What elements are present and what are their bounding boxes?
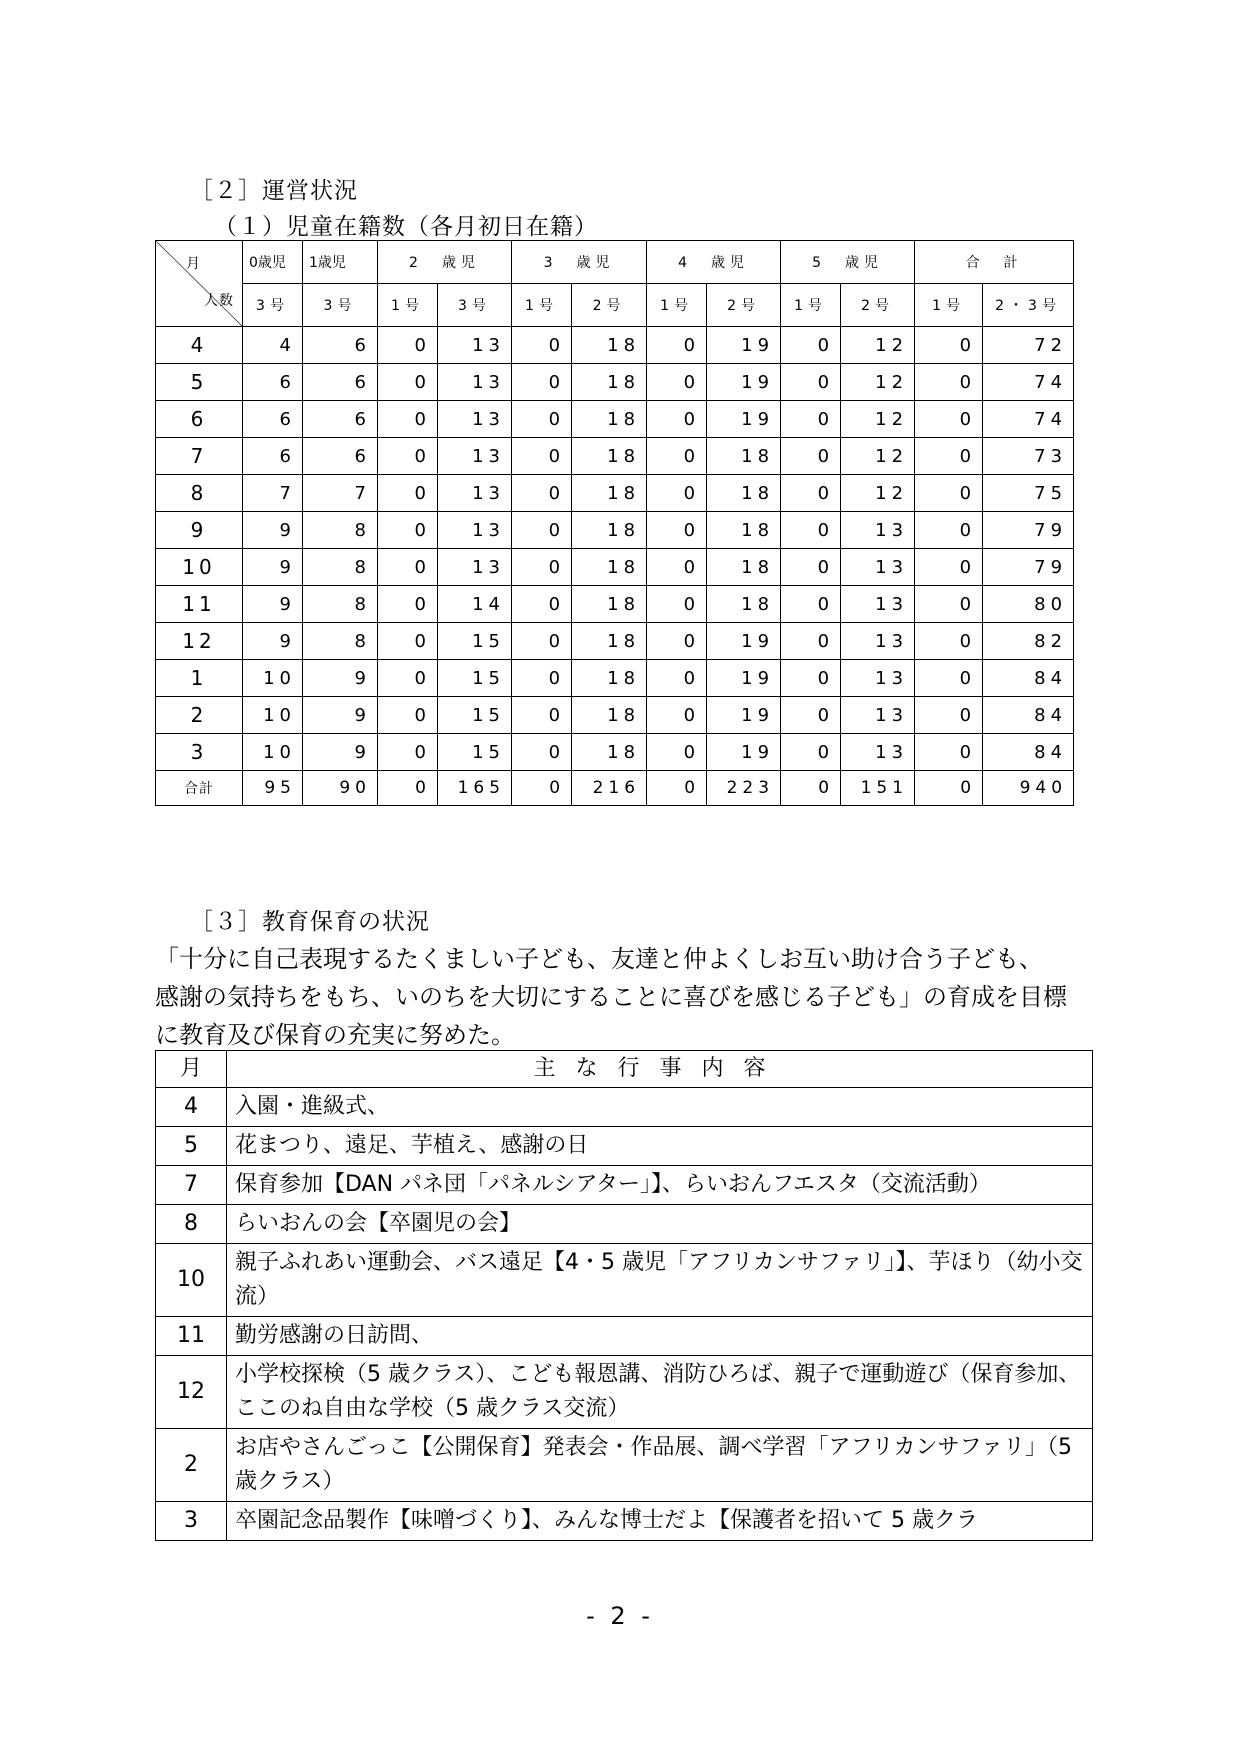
- enrollment-row: [156, 586, 1074, 623]
- count-cell: 12: [841, 401, 915, 438]
- subheader-cell: 3号: [243, 284, 303, 327]
- count-cell: 12: [841, 327, 915, 364]
- count-cell: 0: [512, 586, 572, 623]
- count-cell: 18: [572, 401, 647, 438]
- count-cell: 13: [438, 327, 512, 364]
- count-cell: 8: [303, 623, 378, 660]
- count-cell: 0: [512, 438, 572, 475]
- count-cell: 0: [647, 327, 707, 364]
- event-content-cell: 小学校探検（5 歳クラス）、こども報恩講、消防ひろば、親子で運動遊び（保育参加、ここのね自由な学校（5 歳クラス交流）: [227, 1356, 1093, 1429]
- event-row: [156, 1356, 1093, 1429]
- count-cell: 12: [841, 438, 915, 475]
- event-row: [156, 1088, 1093, 1127]
- count-cell: 0: [512, 401, 572, 438]
- total-cell: 940: [983, 771, 1074, 806]
- enrollment-row: [156, 475, 1074, 512]
- month-cell: 12: [156, 623, 243, 660]
- month-cell: 5: [156, 364, 243, 401]
- month-cell: 3: [156, 734, 243, 771]
- section-heading-education: ［３］教育保育の状況: [190, 909, 430, 935]
- count-cell: 9: [303, 697, 378, 734]
- group-header: 0歳児: [243, 241, 303, 284]
- count-cell: 18: [572, 327, 647, 364]
- count-cell: 6: [303, 438, 378, 475]
- enrollment-row: [156, 438, 1074, 475]
- event-row: [156, 1205, 1093, 1244]
- month-cell: 6: [156, 401, 243, 438]
- count-cell: 19: [707, 401, 781, 438]
- subheader-cell: 1号: [512, 284, 572, 327]
- education-goal-paragraph: 「十分に自己表現するたくましい子ども、友達と仲よくしお互い助け合う子ども、 感謝の気持ちをもち、いのちを大切にすることに喜びを感じる子ども」の育成を目標 に教育及び保育の充実に努めた。: [155, 945, 1067, 1049]
- count-cell: 0: [915, 660, 983, 697]
- count-cell: 6: [303, 401, 378, 438]
- events-header-row: [156, 1051, 1093, 1088]
- events-header-month: 月: [156, 1051, 227, 1088]
- count-cell: 18: [572, 438, 647, 475]
- count-cell: 9: [243, 549, 303, 586]
- count-cell: 18: [572, 623, 647, 660]
- count-cell: 19: [707, 327, 781, 364]
- subheader-cell: 3号: [438, 284, 512, 327]
- count-cell: 6: [243, 364, 303, 401]
- total-cell: 216: [572, 771, 647, 806]
- corner-header-cell: [156, 241, 243, 327]
- count-cell: 6: [243, 438, 303, 475]
- count-cell: 0: [378, 364, 438, 401]
- enrollment-group-header-row: [156, 241, 1074, 284]
- count-cell: 18: [572, 697, 647, 734]
- count-cell: 19: [707, 734, 781, 771]
- count-cell: 0: [647, 438, 707, 475]
- event-month-cell: 5: [156, 1127, 227, 1166]
- count-cell: 0: [378, 401, 438, 438]
- count-cell: 13: [438, 364, 512, 401]
- subheader-cell: 2・3号: [983, 284, 1074, 327]
- event-row: [156, 1244, 1093, 1317]
- count-cell: 0: [378, 623, 438, 660]
- count-cell: 0: [647, 364, 707, 401]
- count-cell: 0: [378, 586, 438, 623]
- subheader-cell: 1号: [378, 284, 438, 327]
- count-cell: 8: [303, 512, 378, 549]
- count-cell: 82: [983, 623, 1074, 660]
- event-content-cell: 勤労感謝の日訪問、: [227, 1317, 1093, 1356]
- enrollment-total-row: [156, 771, 1074, 806]
- count-cell: 13: [438, 475, 512, 512]
- count-cell: 13: [438, 438, 512, 475]
- event-content-cell: 花まつり、遠足、芋植え、感謝の日: [227, 1127, 1093, 1166]
- count-cell: 13: [438, 401, 512, 438]
- event-content-cell: 卒園記念品製作【味噌づくり】、みんな博士だよ【保護者を招いて 5 歳クラ: [227, 1502, 1093, 1541]
- subheading-enrollment: （１）児童在籍数（各月初日在籍）: [214, 214, 598, 240]
- count-cell: 18: [707, 512, 781, 549]
- event-row: [156, 1502, 1093, 1541]
- count-cell: 18: [572, 660, 647, 697]
- total-cell: 151: [841, 771, 915, 806]
- event-content-cell: らいおんの会【卒園児の会】: [227, 1205, 1093, 1244]
- count-cell: 9: [303, 734, 378, 771]
- subheader-cell: 2号: [572, 284, 647, 327]
- month-cell: 10: [156, 549, 243, 586]
- count-cell: 10: [243, 734, 303, 771]
- count-cell: 0: [647, 586, 707, 623]
- count-cell: 0: [378, 660, 438, 697]
- count-cell: 0: [781, 586, 841, 623]
- month-cell: 7: [156, 438, 243, 475]
- subheader-cell: 2号: [707, 284, 781, 327]
- count-cell: 0: [512, 364, 572, 401]
- count-cell: 19: [707, 697, 781, 734]
- subheader-cell: 3号: [303, 284, 378, 327]
- section-heading-operations: ［２］運営状況: [190, 178, 358, 204]
- count-cell: 0: [378, 734, 438, 771]
- count-cell: 0: [647, 734, 707, 771]
- month-cell: 2: [156, 697, 243, 734]
- subheader-cell: 1号: [781, 284, 841, 327]
- count-cell: 13: [841, 512, 915, 549]
- count-cell: 13: [841, 549, 915, 586]
- count-cell: 0: [378, 549, 438, 586]
- subheader-cell: 1号: [915, 284, 983, 327]
- total-cell: 0: [915, 771, 983, 806]
- enrollment-row: [156, 364, 1074, 401]
- group-header: 合 計: [915, 241, 1074, 284]
- event-month-cell: 4: [156, 1088, 227, 1127]
- count-cell: 10: [243, 660, 303, 697]
- count-cell: 0: [915, 586, 983, 623]
- month-cell: 8: [156, 475, 243, 512]
- count-cell: 13: [841, 660, 915, 697]
- count-cell: 0: [647, 660, 707, 697]
- subheader-cell: 2号: [841, 284, 915, 327]
- event-content-cell: 親子ふれあい運動会、バス遠足【4・5 歳児「アフリカンサファリ」】、芋ほり（幼小交流）: [227, 1244, 1093, 1317]
- count-cell: 72: [983, 327, 1074, 364]
- group-header: 4 歳児: [647, 241, 781, 284]
- event-row: [156, 1317, 1093, 1356]
- count-cell: 79: [983, 512, 1074, 549]
- count-cell: 0: [781, 327, 841, 364]
- enrollment-row: [156, 623, 1074, 660]
- count-cell: 18: [572, 475, 647, 512]
- count-cell: 15: [438, 660, 512, 697]
- count-cell: 9: [243, 586, 303, 623]
- enrollment-subheader-row: [156, 284, 1074, 327]
- group-header: 2 歳児: [378, 241, 512, 284]
- count-cell: 18: [572, 586, 647, 623]
- count-cell: 0: [378, 512, 438, 549]
- count-cell: 0: [512, 549, 572, 586]
- month-cell: 1: [156, 660, 243, 697]
- total-cell: 165: [438, 771, 512, 806]
- count-cell: 0: [512, 697, 572, 734]
- count-cell: 19: [707, 660, 781, 697]
- enrollment-row: [156, 734, 1074, 771]
- count-cell: 0: [378, 438, 438, 475]
- enrollment-row: [156, 549, 1074, 586]
- total-label: 合計: [156, 771, 243, 806]
- event-content-cell: 保育参加【DAN パネ団「パネルシアター」】、らいおんフエスタ（交流活動）: [227, 1166, 1093, 1205]
- total-cell: 95: [243, 771, 303, 806]
- count-cell: 14: [438, 586, 512, 623]
- count-cell: 13: [841, 586, 915, 623]
- corner-count-label: 人数: [204, 293, 234, 309]
- events-table: [155, 1050, 1093, 1541]
- event-content-cell: 入園・進級式、: [227, 1088, 1093, 1127]
- enrollment-row: [156, 697, 1074, 734]
- event-month-cell: 3: [156, 1502, 227, 1541]
- count-cell: 0: [378, 475, 438, 512]
- count-cell: 0: [512, 734, 572, 771]
- count-cell: 7: [243, 475, 303, 512]
- count-cell: 80: [983, 586, 1074, 623]
- events-header-content: 主な行事内容: [227, 1051, 1093, 1088]
- total-cell: 0: [781, 771, 841, 806]
- count-cell: 0: [647, 475, 707, 512]
- subheader-cell: 1号: [647, 284, 707, 327]
- count-cell: 0: [781, 549, 841, 586]
- count-cell: 13: [841, 623, 915, 660]
- enrollment-row: [156, 512, 1074, 549]
- count-cell: 0: [647, 549, 707, 586]
- group-header: 1歳児: [303, 241, 378, 284]
- count-cell: 4: [243, 327, 303, 364]
- count-cell: 12: [841, 364, 915, 401]
- event-month-cell: 10: [156, 1244, 227, 1317]
- count-cell: 84: [983, 697, 1074, 734]
- total-cell: 0: [378, 771, 438, 806]
- event-month-cell: 11: [156, 1317, 227, 1356]
- count-cell: 18: [707, 438, 781, 475]
- count-cell: 0: [915, 549, 983, 586]
- count-cell: 0: [781, 364, 841, 401]
- count-cell: 73: [983, 438, 1074, 475]
- count-cell: 75: [983, 475, 1074, 512]
- count-cell: 0: [781, 512, 841, 549]
- count-cell: 0: [781, 401, 841, 438]
- count-cell: 0: [781, 623, 841, 660]
- event-month-cell: 2: [156, 1429, 227, 1502]
- count-cell: 6: [303, 364, 378, 401]
- count-cell: 8: [303, 549, 378, 586]
- count-cell: 0: [915, 401, 983, 438]
- month-cell: 4: [156, 327, 243, 364]
- count-cell: 8: [303, 586, 378, 623]
- count-cell: 0: [512, 660, 572, 697]
- count-cell: 0: [915, 327, 983, 364]
- count-cell: 6: [303, 327, 378, 364]
- count-cell: 10: [243, 697, 303, 734]
- count-cell: 13: [438, 549, 512, 586]
- count-cell: 0: [915, 734, 983, 771]
- month-cell: 11: [156, 586, 243, 623]
- event-row: [156, 1166, 1093, 1205]
- count-cell: 18: [707, 475, 781, 512]
- count-cell: 0: [781, 660, 841, 697]
- count-cell: 0: [512, 512, 572, 549]
- count-cell: 7: [303, 475, 378, 512]
- event-month-cell: 12: [156, 1356, 227, 1429]
- total-cell: 0: [647, 771, 707, 806]
- count-cell: 0: [378, 327, 438, 364]
- total-cell: 90: [303, 771, 378, 806]
- enrollment-table: [155, 240, 1074, 806]
- count-cell: 18: [707, 549, 781, 586]
- count-cell: 79: [983, 549, 1074, 586]
- count-cell: 0: [915, 512, 983, 549]
- event-month-cell: 8: [156, 1205, 227, 1244]
- count-cell: 18: [572, 512, 647, 549]
- total-cell: 223: [707, 771, 781, 806]
- enrollment-row: [156, 327, 1074, 364]
- count-cell: 13: [841, 734, 915, 771]
- count-cell: 74: [983, 364, 1074, 401]
- count-cell: 15: [438, 734, 512, 771]
- count-cell: 0: [647, 401, 707, 438]
- count-cell: 0: [915, 438, 983, 475]
- count-cell: 74: [983, 401, 1074, 438]
- count-cell: 84: [983, 660, 1074, 697]
- count-cell: 6: [243, 401, 303, 438]
- count-cell: 0: [512, 623, 572, 660]
- count-cell: 0: [781, 734, 841, 771]
- enrollment-row: [156, 401, 1074, 438]
- count-cell: 0: [647, 512, 707, 549]
- count-cell: 0: [915, 697, 983, 734]
- count-cell: 15: [438, 623, 512, 660]
- count-cell: 84: [983, 734, 1074, 771]
- count-cell: 18: [572, 364, 647, 401]
- enrollment-row: [156, 660, 1074, 697]
- event-content-cell: お店やさんごっこ【公開保育】発表会・作品展、調べ学習「アフリカンサファリ」（5 歳クラス）: [227, 1429, 1093, 1502]
- count-cell: 0: [781, 438, 841, 475]
- count-cell: 0: [781, 697, 841, 734]
- group-header: 3 歳児: [512, 241, 647, 284]
- count-cell: 18: [707, 586, 781, 623]
- count-cell: 19: [707, 364, 781, 401]
- count-cell: 13: [438, 512, 512, 549]
- count-cell: 18: [572, 549, 647, 586]
- count-cell: 0: [512, 475, 572, 512]
- count-cell: 13: [841, 697, 915, 734]
- event-month-cell: 7: [156, 1166, 227, 1205]
- count-cell: 0: [915, 623, 983, 660]
- count-cell: 9: [243, 512, 303, 549]
- count-cell: 9: [303, 660, 378, 697]
- event-row: [156, 1127, 1093, 1166]
- count-cell: 0: [512, 327, 572, 364]
- count-cell: 0: [647, 697, 707, 734]
- count-cell: 19: [707, 623, 781, 660]
- count-cell: 15: [438, 697, 512, 734]
- group-header: 5 歳児: [781, 241, 915, 284]
- month-cell: 9: [156, 512, 243, 549]
- page-number: - 2 -: [586, 1602, 654, 1630]
- total-cell: 0: [512, 771, 572, 806]
- count-cell: 0: [378, 697, 438, 734]
- corner-month-label: 月: [186, 256, 201, 272]
- event-row: [156, 1429, 1093, 1502]
- count-cell: 0: [647, 623, 707, 660]
- count-cell: 9: [243, 623, 303, 660]
- count-cell: 12: [841, 475, 915, 512]
- count-cell: 18: [572, 734, 647, 771]
- count-cell: 0: [915, 364, 983, 401]
- count-cell: 0: [781, 475, 841, 512]
- count-cell: 0: [915, 475, 983, 512]
